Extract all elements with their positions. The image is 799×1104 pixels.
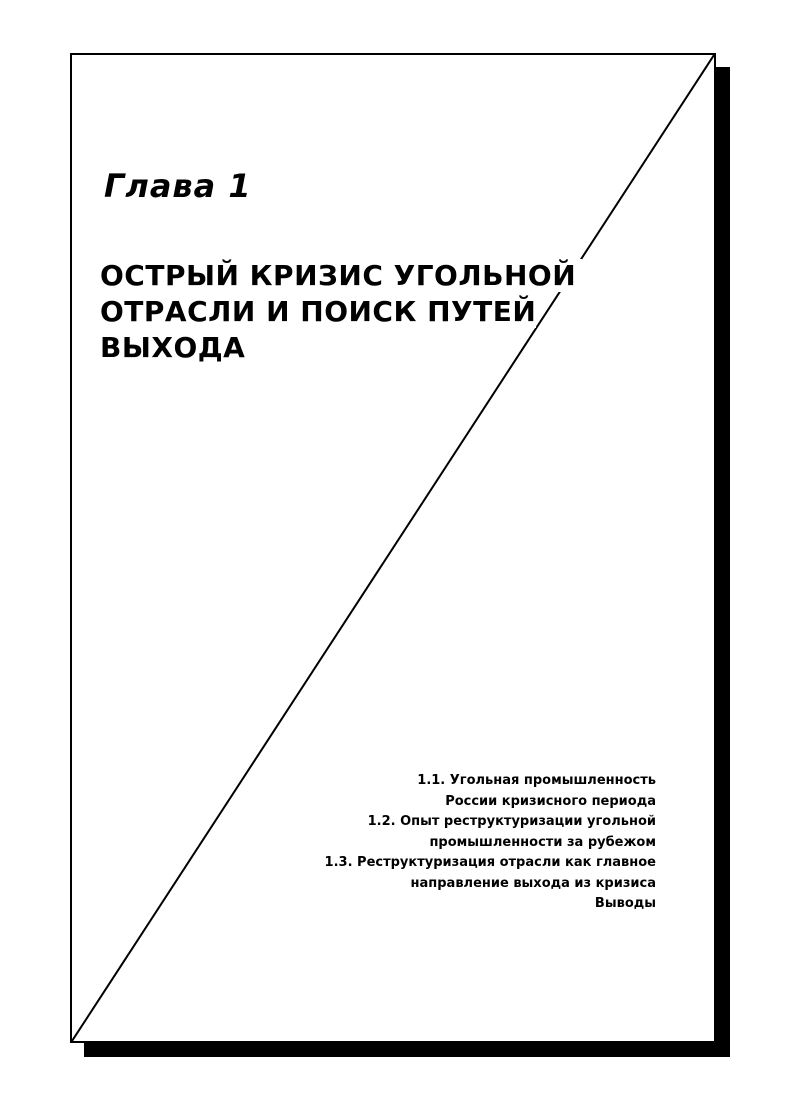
toc-item: промышленности за рубежом xyxy=(429,834,656,850)
table-of-contents xyxy=(325,771,656,915)
toc-item: 1.2. Опыт реструктуризации угольной xyxy=(367,814,656,829)
chapter-label: Глава 1 xyxy=(100,167,256,205)
toc-item: 1.3. Реструктуризация отрасли как главное xyxy=(324,855,656,870)
toc-item: Выводы xyxy=(594,896,656,911)
toc-item: 1.1. Угольная промышленность xyxy=(417,773,656,788)
toc-item: направление выхода из кризиса xyxy=(410,875,656,891)
chapter-title-line: ОСТРЫЙ КРИЗИС УГОЛЬНОЙ xyxy=(100,258,690,294)
toc-item: России кризисного периода xyxy=(445,793,656,809)
chapter-title xyxy=(100,258,690,366)
chapter-title-line: ОТРАСЛИ И ПОИСК ПУТЕЙ ВЫХОДА xyxy=(100,295,537,364)
chapter-page xyxy=(70,53,716,1043)
